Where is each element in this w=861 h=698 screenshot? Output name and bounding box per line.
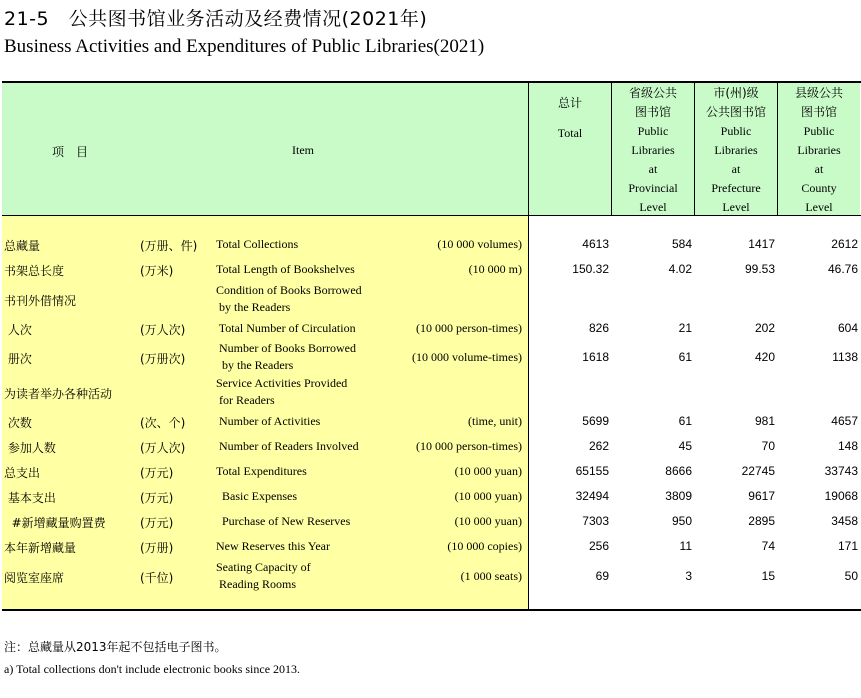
cell-total: 150.32	[572, 262, 609, 276]
cell-pref: 99.53	[744, 262, 775, 276]
row-label-en: Number of Books Borrowed	[216, 341, 356, 355]
row-unit-en: (time, unit)	[468, 414, 522, 428]
cell-prov: 3809	[665, 489, 692, 503]
row-label-en: Condition of Books Borrowed	[216, 283, 362, 297]
row-label-en: Service Activities Provided	[216, 376, 348, 390]
cell-prov: 61	[678, 350, 692, 364]
cell-total: 826	[588, 321, 609, 335]
cell-pref: 420	[754, 350, 775, 364]
row-label-zh: 总支出	[4, 466, 41, 480]
row-label-en: Total Collections	[216, 237, 299, 251]
cell-pref: 74	[761, 539, 775, 553]
row-label-en-line2: by the Readers	[216, 358, 294, 372]
rule-top	[2, 81, 861, 83]
cell-pref: 202	[754, 321, 775, 335]
cell-county: 19068	[824, 489, 858, 503]
cell-total: 5699	[582, 414, 609, 428]
row-label-zh: 总藏量	[4, 239, 41, 253]
cell-prov: 11	[679, 539, 692, 553]
cell-county: 2612	[831, 237, 858, 251]
row-label-zh: 基本支出	[4, 491, 56, 505]
cell-total: 69	[595, 569, 609, 583]
cell-county: 50	[844, 569, 858, 583]
cell-pref: 70	[761, 439, 775, 453]
row-label-zh: 人次	[4, 323, 32, 337]
row-unit-en: (10 000 yuan)	[454, 514, 522, 528]
cell-county: 171	[837, 539, 858, 553]
row-unit-en: (10 000 person-times)	[416, 321, 522, 335]
row-unit-zh: (万册次)	[140, 352, 186, 366]
row-label-en: Total Number of Circulation	[216, 321, 356, 335]
cell-county: 604	[837, 321, 858, 335]
rule-v3	[694, 83, 695, 216]
row-unit-zh: (次、个)	[140, 416, 186, 430]
row-unit-en: (10 000 volume-times)	[412, 350, 522, 364]
row-label-en-line2: for Readers	[216, 393, 275, 407]
cell-county: 33743	[824, 464, 858, 478]
row-label-zh: 阅览室座席	[4, 571, 65, 585]
cell-prov: 8666	[665, 464, 692, 478]
cell-prov: 61	[678, 414, 692, 428]
footnote-en: a) Total collections don't include electronic books since 2013.	[4, 662, 301, 676]
row-label-zh: 书架总长度	[4, 264, 65, 278]
row-label-en-line2: Reading Rooms	[216, 577, 296, 591]
row-unit-zh: (万人次)	[140, 441, 186, 455]
cell-county: 148	[837, 439, 858, 453]
row-unit-zh: (千位)	[140, 571, 174, 585]
row-label-zh: 书刊外借情况	[4, 294, 77, 308]
cell-prov: 21	[678, 321, 692, 335]
item-header-zh: 项 目	[52, 145, 89, 159]
cell-pref: 15	[761, 569, 775, 583]
cell-prov: 3	[685, 569, 692, 583]
col-prefecture-header: 市(州)级 公共图书馆 Public Libraries at Prefecture Level	[705, 86, 766, 214]
row-unit-en: (10 000 yuan)	[454, 464, 522, 478]
row-unit-zh: (万人次)	[140, 323, 186, 337]
cell-county: 4657	[831, 414, 858, 428]
row-unit-en: (10 000 copies)	[447, 539, 522, 553]
footnote-zh: 注：总藏量从2013年起不包括电子图书。	[4, 640, 227, 654]
row-label-en: New Reserves this Year	[216, 539, 330, 553]
cell-county: 1138	[832, 350, 858, 364]
cell-prov: 584	[671, 237, 692, 251]
row-unit-zh: (万米)	[140, 264, 174, 278]
row-label-en: Total Expenditures	[216, 464, 307, 478]
row-unit-en: (1 000 seats)	[460, 569, 522, 583]
row-label-zh: 本年新增藏量	[4, 541, 77, 555]
cell-prov: 45	[678, 439, 692, 453]
row-label-zh: #新增藏量购置费	[4, 516, 106, 530]
cell-prov: 4.02	[668, 262, 692, 276]
row-unit-en: (10 000 volumes)	[437, 237, 522, 251]
cell-pref: 2895	[748, 514, 775, 528]
rule-v4	[777, 83, 778, 216]
row-unit-en: (10 000 m)	[468, 262, 522, 276]
row-label-en: Number of Readers Involved	[216, 439, 359, 453]
row-label-zh: 册次	[4, 352, 32, 366]
row-label-zh: 参加人数	[4, 441, 56, 455]
table-title-zh: 21-5 公共图书馆业务活动及经费情况(2021年)	[4, 8, 428, 30]
row-unit-zh: (万册)	[140, 541, 174, 555]
cell-prov: 950	[671, 514, 692, 528]
cell-pref: 9617	[748, 489, 775, 503]
cell-total: 262	[588, 439, 609, 453]
row-unit-zh: (万元)	[140, 466, 174, 480]
col-provincial-header: 省级公共 图书馆 Public Libraries at Provincial Level	[628, 86, 678, 214]
cell-pref: 22745	[741, 464, 775, 478]
row-unit-en: (10 000 person-times)	[416, 439, 522, 453]
cell-county: 3458	[831, 514, 858, 528]
rule-v2	[611, 83, 612, 216]
rule-header	[2, 215, 861, 216]
cell-total: 256	[588, 539, 609, 553]
cell-total: 1618	[582, 350, 609, 364]
row-label-en: Number of Activities	[216, 414, 321, 428]
item-header-en: Item	[292, 143, 314, 157]
col-county-header: 县级公共 图书馆 Public Libraries at County Level	[794, 86, 843, 214]
row-label-zh: 次数	[4, 416, 32, 430]
row-label-en: Seating Capacity of	[216, 560, 311, 574]
cell-pref: 1417	[748, 237, 775, 251]
rule-v1	[528, 83, 529, 609]
row-label-en-line2: by the Readers	[216, 300, 291, 314]
cell-total: 7303	[582, 514, 609, 528]
row-label-en: Basic Expenses	[216, 489, 297, 503]
cell-total: 32494	[575, 489, 609, 503]
cell-pref: 981	[754, 414, 775, 428]
cell-total: 4613	[582, 237, 609, 251]
table-title-en: Business Activities and Expenditures of Public Libraries(2021)	[4, 36, 485, 57]
row-unit-en: (10 000 yuan)	[454, 489, 522, 503]
col-total-header: 总计 Total	[557, 96, 583, 140]
rule-bottom	[2, 609, 861, 611]
cell-total: 65155	[575, 464, 609, 478]
row-label-en: Purchase of New Reserves	[216, 514, 351, 528]
row-label-en: Total Length of Bookshelves	[216, 262, 355, 276]
row-label-zh: 为读者举办各种活动	[4, 387, 113, 401]
row-unit-zh: (万册、件)	[140, 239, 198, 253]
cell-county: 46.76	[827, 262, 858, 276]
row-unit-zh: (万元)	[140, 516, 174, 530]
row-unit-zh: (万元)	[140, 491, 174, 505]
